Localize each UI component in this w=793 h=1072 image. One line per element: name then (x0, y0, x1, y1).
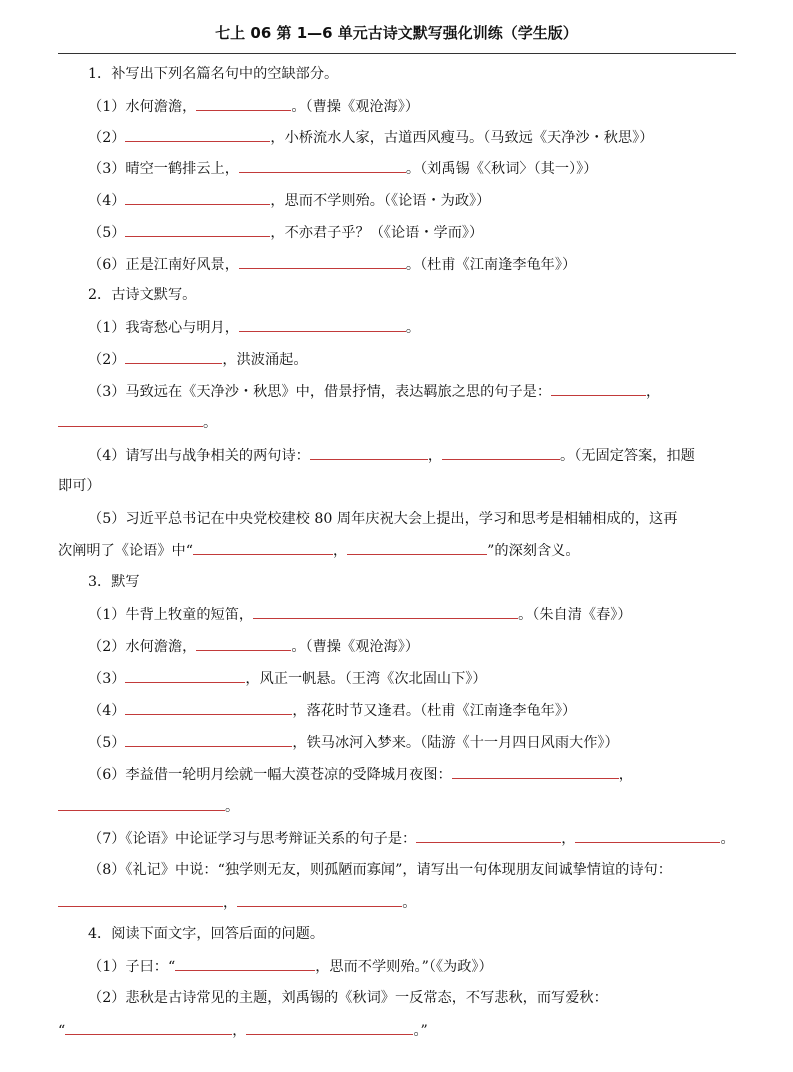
question-text: （6）正是江南好风景， (88, 257, 239, 273)
question-text: （2） (88, 130, 126, 146)
answer-blank[interactable] (239, 254, 406, 269)
question-text: （1）我寄愁心与明月， (88, 320, 239, 336)
question-line-q2-5b (58, 540, 580, 561)
question-text: ，铁马冰河入梦来。（陆游《十一月四日风雨大作》） (292, 735, 619, 751)
question-text: ， (427, 448, 443, 464)
answer-blank[interactable] (442, 445, 560, 460)
question-line-q1-5 (88, 222, 483, 243)
question-text: ， (561, 831, 576, 847)
answer-blank[interactable] (65, 1020, 232, 1035)
answer-blank[interactable] (125, 222, 270, 237)
answer-blank[interactable] (551, 381, 646, 396)
header-divider (58, 53, 736, 54)
question-text: （5） (88, 225, 126, 241)
question-text: ， (232, 1023, 247, 1039)
question-text: （1）牛背上牧童的短笛， (88, 607, 254, 623)
question-text: 。（刘禹锡《〈秋词〉（其一）》） (405, 161, 598, 177)
question-text: 1．补写出下列名篇名句中的空缺部分。 (88, 66, 339, 82)
question-text: ，思而不学则殆。”（《为政》） (315, 959, 493, 975)
answer-blank[interactable] (416, 828, 561, 843)
question-line-q3-7 (88, 828, 735, 849)
question-text: 即可） (58, 478, 101, 494)
answer-blank[interactable] (196, 96, 291, 111)
question-text: 次阐明了《论语》中“ (58, 543, 193, 559)
question-text: ， (646, 384, 661, 400)
answer-blank[interactable] (347, 540, 487, 555)
question-text: 。 (405, 320, 421, 336)
question-text: 。 (203, 415, 218, 431)
question-line-q4-2a (88, 988, 608, 1008)
answer-blank[interactable] (125, 732, 292, 747)
question-line-q4 (88, 924, 324, 944)
question-text: （4） (88, 703, 126, 719)
question-text: （4） (88, 193, 126, 209)
question-text: 。 (402, 895, 417, 911)
question-text: （5） (88, 735, 126, 751)
question-line-q3-4 (88, 700, 576, 721)
question-text: （2）水何澹澹， (88, 639, 197, 655)
answer-blank[interactable] (125, 668, 245, 683)
question-text: 。（杜甫《江南逢李龟年》） (405, 257, 577, 273)
question-line-q2-3a (88, 381, 660, 402)
question-line-q1-2 (88, 127, 653, 148)
answer-blank[interactable] (58, 892, 223, 907)
answer-blank[interactable] (239, 317, 406, 332)
question-text: ，洪波涌起。 (222, 352, 308, 368)
question-line-q1-3 (88, 158, 597, 179)
question-text: （5）习近平总书记在中央党校建校 80 周年庆祝大会上提出，学习和思考是相辅相成的，这再 (88, 511, 678, 527)
page-title: 七上 06 第 1—6 单元古诗文默写强化训练（学生版） (215, 24, 578, 42)
question-text: ， (223, 895, 238, 911)
question-line-q2-1 (88, 317, 420, 338)
question-line-q3-6b (58, 796, 239, 817)
question-text: 。” (413, 1023, 428, 1039)
answer-blank[interactable] (193, 540, 333, 555)
question-text: ， (618, 767, 633, 783)
question-text: （2） (88, 352, 126, 368)
answer-blank[interactable] (125, 349, 222, 364)
question-text: （2）悲秋是古诗常见的主题，刘禹锡的《秋词》一反常态，不写悲秋，而写爱秋： (88, 990, 608, 1006)
question-text: ，小桥流水人家，古道西风瘦马。（马致远《天净沙・秋思》） (270, 130, 654, 146)
question-text: （8）《礼记》中说：“独学则无友，则孤陋而寡闻”，请写出一句体现朋友间诚挚情谊的诗句： (88, 862, 672, 878)
question-text: 。（曹操《观沧海》） (291, 639, 420, 655)
question-line-q3-5 (88, 732, 619, 753)
question-line-q4-2b (58, 1020, 428, 1041)
question-text: ，落花时节又逢君。（杜甫《江南逢李龟年》） (292, 703, 577, 719)
question-line-q2-4b (58, 476, 101, 496)
answer-blank[interactable] (246, 1020, 413, 1035)
question-line-q3-3 (88, 668, 487, 689)
question-text: 。（无固定答案，扣题 (560, 448, 695, 464)
answer-blank[interactable] (125, 700, 292, 715)
answer-blank[interactable] (239, 158, 406, 173)
answer-blank[interactable] (196, 636, 291, 651)
question-text: 3．默写 (88, 574, 140, 590)
question-line-q1-1 (88, 96, 419, 117)
answer-blank[interactable] (452, 764, 619, 779)
question-text: ，思而不学则殆。（《论语・为政》） (270, 193, 491, 209)
question-line-q4-1 (88, 956, 493, 977)
answer-blank[interactable] (253, 604, 518, 619)
question-line-q2-4a (88, 445, 695, 466)
question-text: 2．古诗文默写。 (88, 287, 197, 303)
question-text: 。（朱自清《春》） (518, 607, 632, 623)
answer-blank[interactable] (310, 445, 428, 460)
question-line-q2-5a (88, 509, 677, 529)
question-line-q3-1 (88, 604, 632, 625)
answer-blank[interactable] (575, 828, 720, 843)
question-line-q3-8a (88, 860, 672, 880)
question-text: 。 (225, 799, 240, 815)
question-line-q2-3b (58, 412, 217, 433)
question-line-q2 (88, 285, 196, 305)
question-text: 。（曹操《观沧海》） (291, 99, 420, 115)
question-line-q3-2 (88, 636, 419, 657)
answer-blank[interactable] (175, 956, 315, 971)
question-line-q3 (88, 572, 140, 592)
question-text: （3）晴空一鹤排云上， (88, 161, 239, 177)
question-line-q1-4 (88, 190, 490, 211)
answer-blank[interactable] (58, 796, 225, 811)
question-line-q1-6 (88, 254, 576, 275)
question-text: （4）请写出与战争相关的两句诗： (88, 448, 310, 464)
answer-blank[interactable] (58, 412, 203, 427)
question-line-q1 (88, 64, 338, 84)
question-text: 。 (720, 831, 735, 847)
question-line-q2-2 (88, 349, 308, 370)
question-line-q3-6a (88, 764, 633, 785)
question-text: 4．阅读下面文字，回答后面的问题。 (88, 926, 325, 942)
question-text: （3） (88, 671, 126, 687)
answer-blank[interactable] (125, 127, 270, 142)
question-text: ，不亦君子乎？（《论语・学而》） (270, 225, 484, 241)
question-line-q3-8b (58, 892, 416, 913)
question-text: （6）李益借一轮明月绘就一幅大漠苍凉的受降城月夜图： (88, 767, 452, 783)
question-text: “ (58, 1023, 66, 1039)
question-text: （3）马致远在《天净沙・秋思》中，借景抒情，表达羁旅之思的句子是： (88, 384, 552, 400)
question-text: ，风正一帆悬。（王湾《次北固山下》） (245, 671, 487, 687)
question-text: （1）水何澹澹， (88, 99, 197, 115)
question-text: ”的深刻含义。 (487, 543, 580, 559)
question-text: （7）《论语》中论证学习与思考辩证关系的句子是： (88, 831, 417, 847)
question-text: ， (332, 543, 348, 559)
answer-blank[interactable] (125, 190, 270, 205)
answer-blank[interactable] (237, 892, 402, 907)
question-text: （1）子曰：“ (88, 959, 176, 975)
